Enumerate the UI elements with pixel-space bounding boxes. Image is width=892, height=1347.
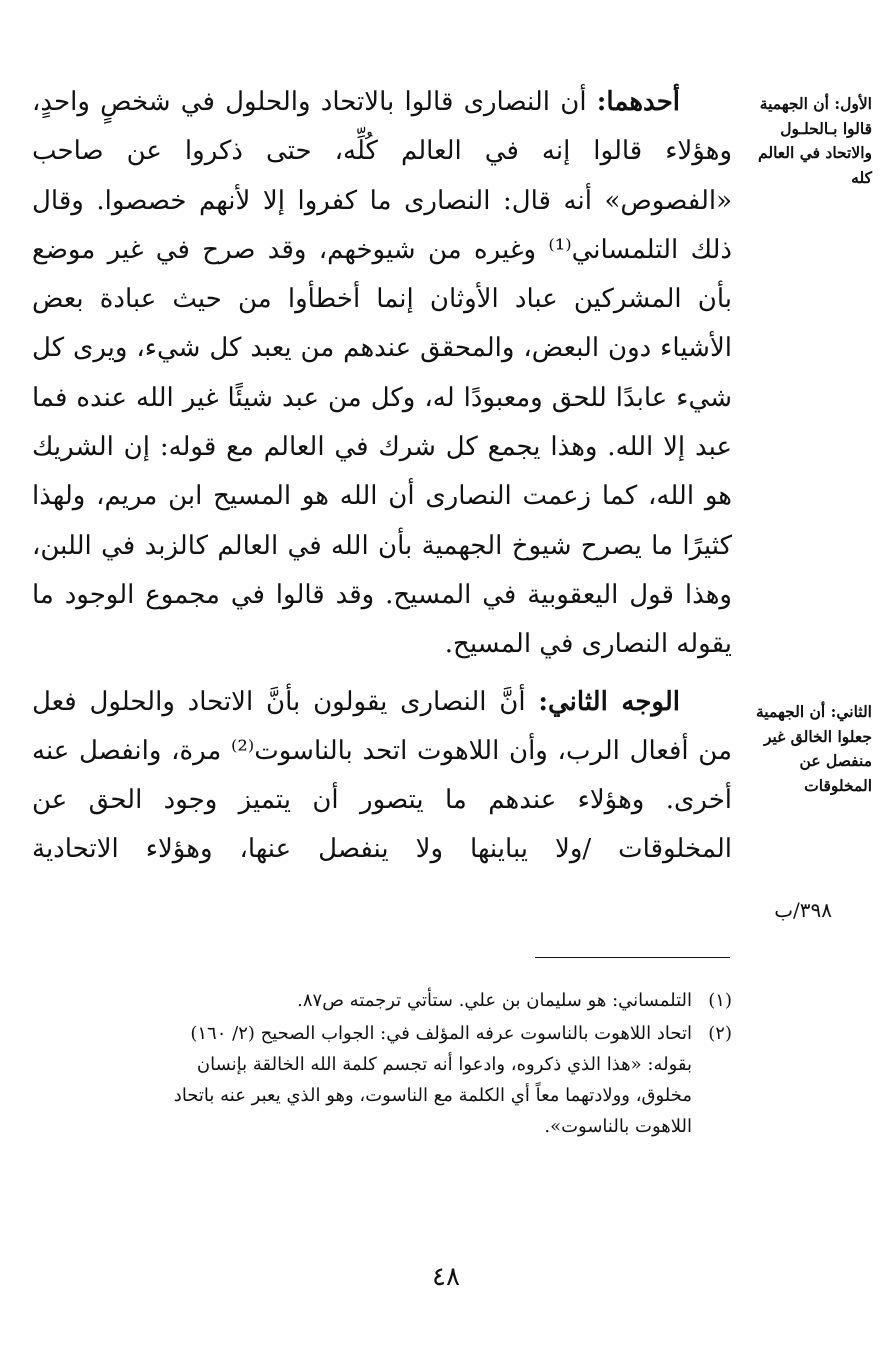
footnote-divider [535, 957, 730, 958]
main-text [32, 78, 732, 875]
footnote [152, 985, 732, 1016]
footnote-number: (٢) [708, 1023, 732, 1044]
footnote-text: اتحاد اللاهوت بالناسوت عرفه المؤلف في: الجواب الصحيح (٢/ ١٦٠) بقوله: «هذا الذي ذكروه، وادعوا أنه تجسم كلمة الله الخالقة بإنسان مخلوق، وولادتهما معاً أي الكلمة مع الناسوت، وهو الذي يعبر عنه باتحاد اللاهوت بالناسوت». [173, 1023, 692, 1137]
paragraph-second-aspect [32, 678, 732, 875]
paragraph-body: أنَّ النصارى يقولون بأنَّ الاتحاد والحلول فعل من أفعال الرب، وأن اللاهوت اتحد بالناسوت⁽²⁾ مرة، وانفصل عنه أخرى. وهؤلاء عندهم ما يتصور أن يتميز وجود الحق عن المخلوقات /ولا يباينها ولا ينفصل عنها، وهؤلاء الاتحادية [32, 686, 732, 865]
footnotes [152, 985, 732, 1144]
paragraph-first-aspect [32, 78, 732, 670]
paragraph-heading: الوجه الثاني: [538, 686, 680, 717]
paragraph-body: أن النصارى قالوا بالاتحاد والحلول في شخصٍ واحدٍ، وهؤلاء قالوا إنه في العالم كُلِّه، حتى ذكروا عن صاحب «الفصوص» أنه قال: النصارى ما كفروا إلا لأنهم خصصوا. وقال ذلك التلمساني⁽¹⁾ وغيره من شيوخهم، وقد صرح في غير موضع بأن المشركين عباد الأوثان إنما أخطأوا من حيث عبادة بعض الأشياء دون البعض، والمحقق عندهم من يعبد كل شيء، ويرى كل شيء عابدًا للحق ومعبودًا له، وكل من عبد شيئًا غير الله عنده فما عبد إلا الله. وهذا يجمع كل شرك في العالم مع قوله: إن الشريك هو الله، كما زعمت النصارى أن الله هو المسيح ابن مريم، ولهذا كثيرًا ما يصرح شيوخ الجهمية بأن الله في العالم كالزبد في اللبن، وهذا قول اليعقوبية في المسيح. وقد قالوا في مجموع الوجود ما يقوله النصارى في المسيح. [32, 87, 732, 660]
page-number: ٤٨ [432, 1262, 460, 1292]
margin-note-first: الأول: أن الجهمية قالوا بـالحلـول والاتحاد في العالم كله [758, 94, 872, 187]
footnote [152, 1018, 732, 1142]
margin-note-second: الثاني: أن الجهمية جعلوا الخالق غير منفصل عن المخلوقات [756, 702, 872, 795]
paragraph-heading: أحدهما: [596, 87, 681, 117]
footnote-number: (١) [708, 990, 732, 1011]
manuscript-folio-marker: ٣٩٨/ب [774, 898, 832, 922]
footnote-text: التلمساني: هو سليمان بن علي. ستأتي ترجمته ص٨٧. [297, 990, 692, 1011]
